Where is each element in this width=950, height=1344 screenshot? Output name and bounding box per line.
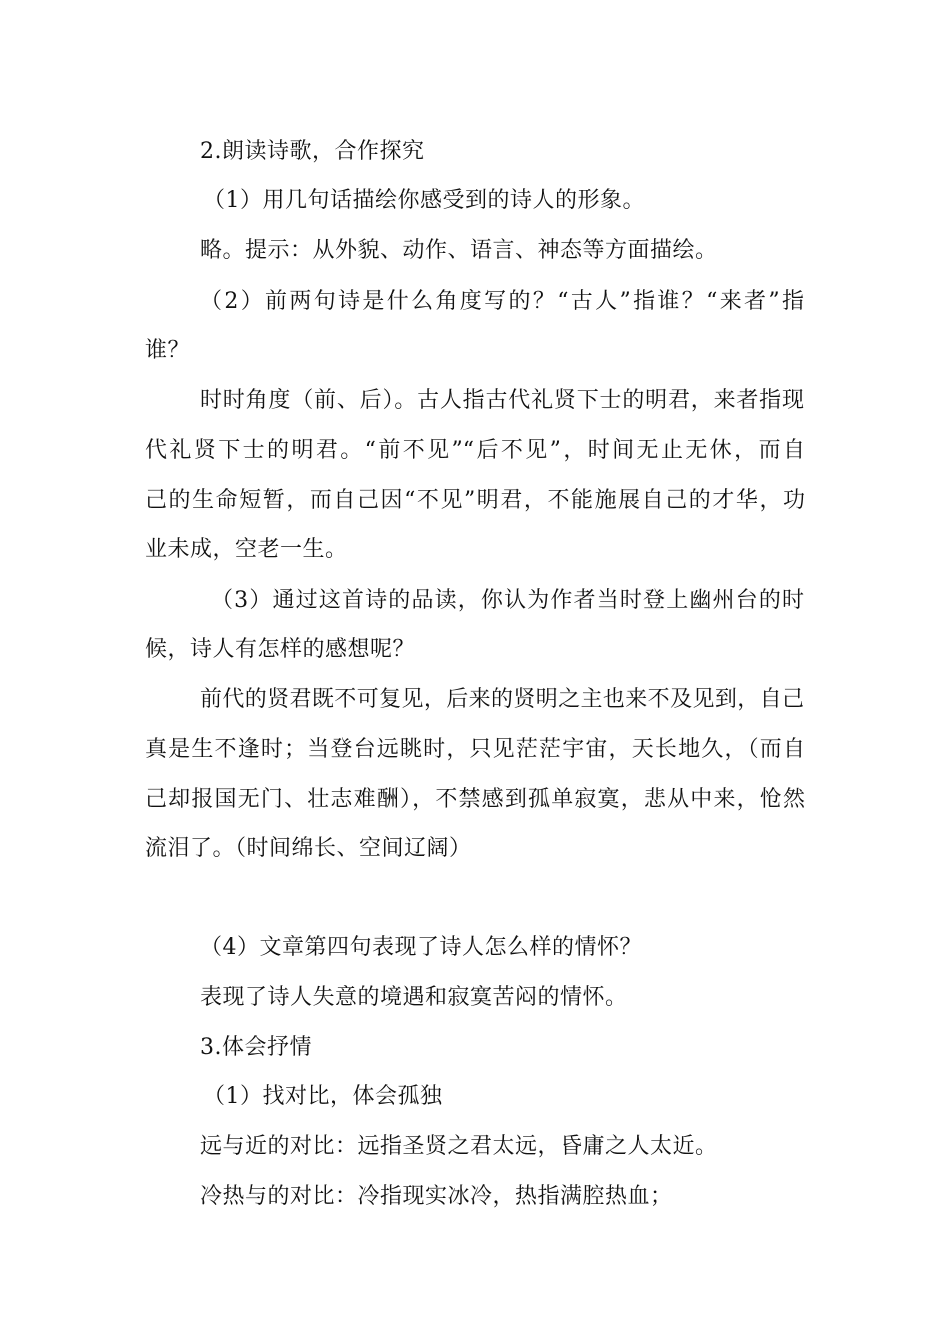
answer-3-line-3: 己却报国无门、壮志难酬），不禁感到孤单寂寞，悲从中来，怆然 xyxy=(145,787,805,812)
question-1: （1）用几句话描绘你感受到的诗人的形象。 xyxy=(203,188,645,213)
question-3-line-1: （3）通过这首诗的品读，你认为作者当时登上幽州台的时 xyxy=(211,588,804,613)
section-heading-2: 2.朗读诗歌，合作探究 xyxy=(200,139,425,164)
answer-3-line-1: 前代的贤君既不可复见，后来的贤明之主也来不及见到，自己 xyxy=(200,687,804,712)
answer-2-line-4: 业未成，空老一生。 xyxy=(145,537,348,562)
question-2-line-1: （2）前两句诗是什么角度写的？“古人”指谁？“来者”指 xyxy=(200,289,804,314)
answer-3-line-2: 真是生不逢时；当登台远眺时，只见茫茫宇宙，天长地久，（而自 xyxy=(145,737,805,762)
answer-2-line-2: 代礼贤下士的明君。“前不见”“后不见”，时间无止无休，而自 xyxy=(145,438,805,463)
answer-2-line-3: 己的生命短暂，而自己因“不见”明君，不能施展自己的才华，功 xyxy=(145,488,805,513)
answer-3-line-4: 流泪了。（时间绵长、空间辽阔） xyxy=(145,836,472,861)
answer-1: 略。提示：从外貌、动作、语言、神态等方面描绘。 xyxy=(200,238,718,263)
section-heading-3: 3.体会抒情 xyxy=(200,1035,312,1060)
question-4: （4）文章第四句表现了诗人怎么样的情怀？ xyxy=(200,935,642,960)
question-3-line-2: 候，诗人有怎样的感想呢？ xyxy=(145,637,416,662)
question-2-line-2: 谁？ xyxy=(145,338,191,363)
answer-2-line-1: 时时角度（前、后）。古人指古代礼贤下士的明君，来者指现 xyxy=(200,388,804,413)
subsection-1: （1）找对比，体会孤独 xyxy=(203,1084,443,1109)
contrast-far-near: 远与近的对比：远指圣贤之君太远，昏庸之人太近。 xyxy=(200,1134,718,1159)
answer-4: 表现了诗人失意的境遇和寂寞苦闷的情怀。 xyxy=(200,985,628,1010)
contrast-cold-hot: 冷热与的对比：冷指现实冰冷，热指满腔热血； xyxy=(200,1184,673,1209)
